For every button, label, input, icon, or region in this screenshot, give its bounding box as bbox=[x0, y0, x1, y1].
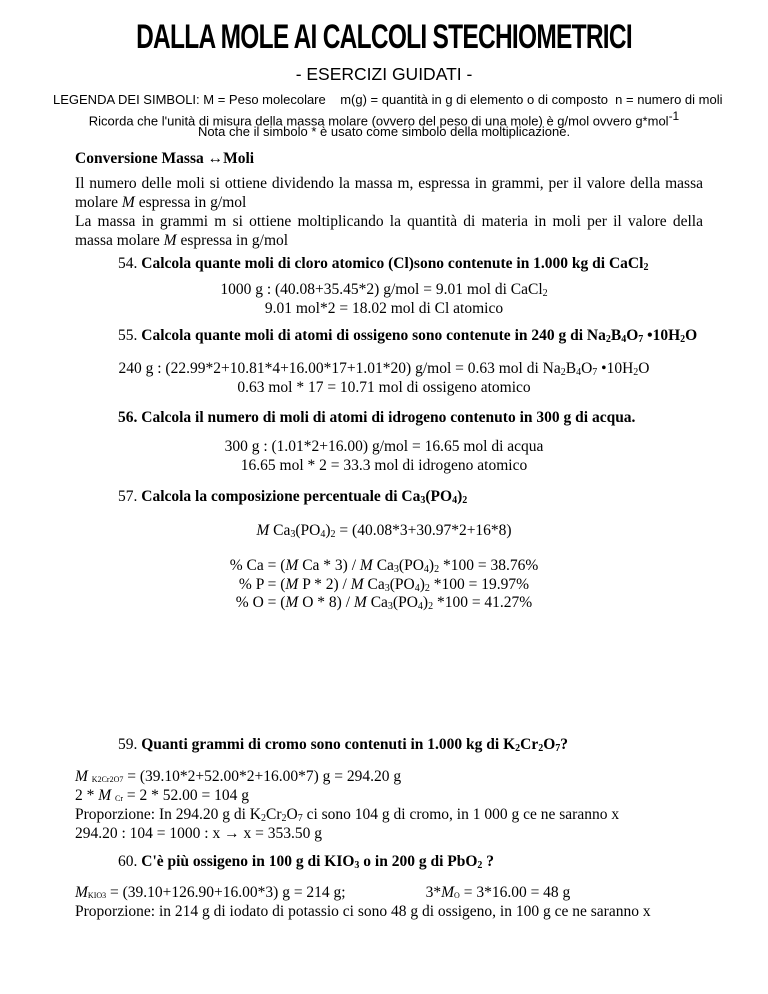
exercise-54-question: 54. Calcola quante moli di cloro atomico (Cl)sono contenute in 1.000 kg di CaCl$_2$ bbox=[118, 255, 649, 273]
exercise-57-molar-mass: M $Ca_3(PO_4)_2 = (40.08*3+30.97*2+16*8)$ bbox=[256, 522, 512, 540]
exercise-57-solution bbox=[0, 557, 768, 613]
exercise-56-question: 56. Calcola il numero di moli di atomi di idrogeno contenuto in 300 g di acqua. bbox=[118, 409, 636, 426]
legend-line-3: Nota che il simbolo * è usato come simbolo della moltiplicazione. bbox=[197, 124, 571, 139]
percent-o: % O = (M O * 8) / M $Ca_3(PO_4)_2$ *100 = 41.27% bbox=[235, 594, 533, 612]
legend-line-2: Ricorda che l'unità di misura della massa molare (ovvero del peso di una mole) è g/mol ovvero g*mol$^{-1}$ bbox=[88, 109, 680, 129]
exercise-57-question: 57. Calcola la composizione percentuale di $Ca_3(PO_4)_2$ bbox=[118, 488, 468, 506]
exercise-55-question: 55. Calcola quante moli di atomi di ossigeno sono contenute in 240 g di $Na_2B_4O_7$ $•10H_2O$ bbox=[118, 327, 698, 345]
legend-line-1: LEGENDA DEI SIMBOLI: M = Peso molecolare m(g) = quantità in g di elemento o di composto n = numero di moli bbox=[53, 92, 723, 107]
section-paragraph-1: Il numero delle moli si ottiene dividendo la massa m, espressa in grammi, per il valore della massa molare M espressa in g/mol bbox=[75, 175, 703, 211]
exercise-60-solution: MKIO3 = (39.10+126.90+16.00*3) g = 214 g; 3*MO = 3*16.00 = 48 g Proporzione: in 214 g di iodato di potassio ci sono 48 g di ossigeno, in 100 g ce ne saranno x bbox=[75, 884, 651, 920]
section-paragraph-2: La massa in grammi m si ottiene moltiplicando la quantità di materia in moli per il valore della massa molare M espressa in g/mol bbox=[75, 213, 703, 249]
exercise-56-solution: 300 g : (1.01*2+16.00) g/mol = 16.65 mol di acqua 16.65 mol * 2 = 33.3 mol di idrogeno atomico bbox=[224, 438, 544, 474]
document-subtitle: - ESERCIZI GUIDATI - bbox=[295, 64, 473, 84]
exercise-54-solution: 1000 g : (40.08+35.45*2) g/mol = 9.01 mol di CaCl$_2$ 9.01 mol*2 = 18.02 mol di Cl atomico bbox=[220, 281, 548, 317]
exercise-60-question: 60. C'è più ossigeno in 100 g di $KIO_3$ o in 200 g di PbO$_2$ ? bbox=[118, 853, 495, 871]
double-arrow-icon: ↔ bbox=[207, 150, 224, 167]
percent-ca: % Ca = (M Ca * 3) / M $Ca_3(PO_4)_2$ *100 = 38.76% bbox=[229, 557, 539, 575]
exercise-55-solution: 240 g : (22.99*2+10.81*4+16.00*17+1.01*20) g/mol = 0.63 mol di $Na_2B_4O_7$ $•10H_2O$ 0.63 mol * 17 = 10.71 mol di ossigeno atomico bbox=[118, 360, 650, 396]
document-title: DALLA MOLE AI CALCOLI STECHIOMETRICI bbox=[136, 18, 632, 56]
percent-p: % P = (M P * 2) / M $Ca_3(PO_4)_2$ *100 = 19.97% bbox=[238, 575, 530, 594]
section-heading: Conversione Massa ↔Moli bbox=[75, 150, 255, 167]
exercise-59-question: 59. Quanti grammi di cromo sono contenuti in 1.000 kg di $K_2Cr_2O_7$? bbox=[118, 736, 569, 754]
exercise-59-solution: M K2Cr2O7 = (39.10*2+52.00*2+16.00*7) g = 294.20 g 2 * M Cr = 2 * 52.00 = 104 g Proporzione: In 294.20 g di $K_2Cr_2O_7$ ci sono 104 g di cromo, in 1 000 g ce ne saranno x 294.20 : 104 = 1000 : x → x = 353.50 g bbox=[75, 768, 620, 842]
